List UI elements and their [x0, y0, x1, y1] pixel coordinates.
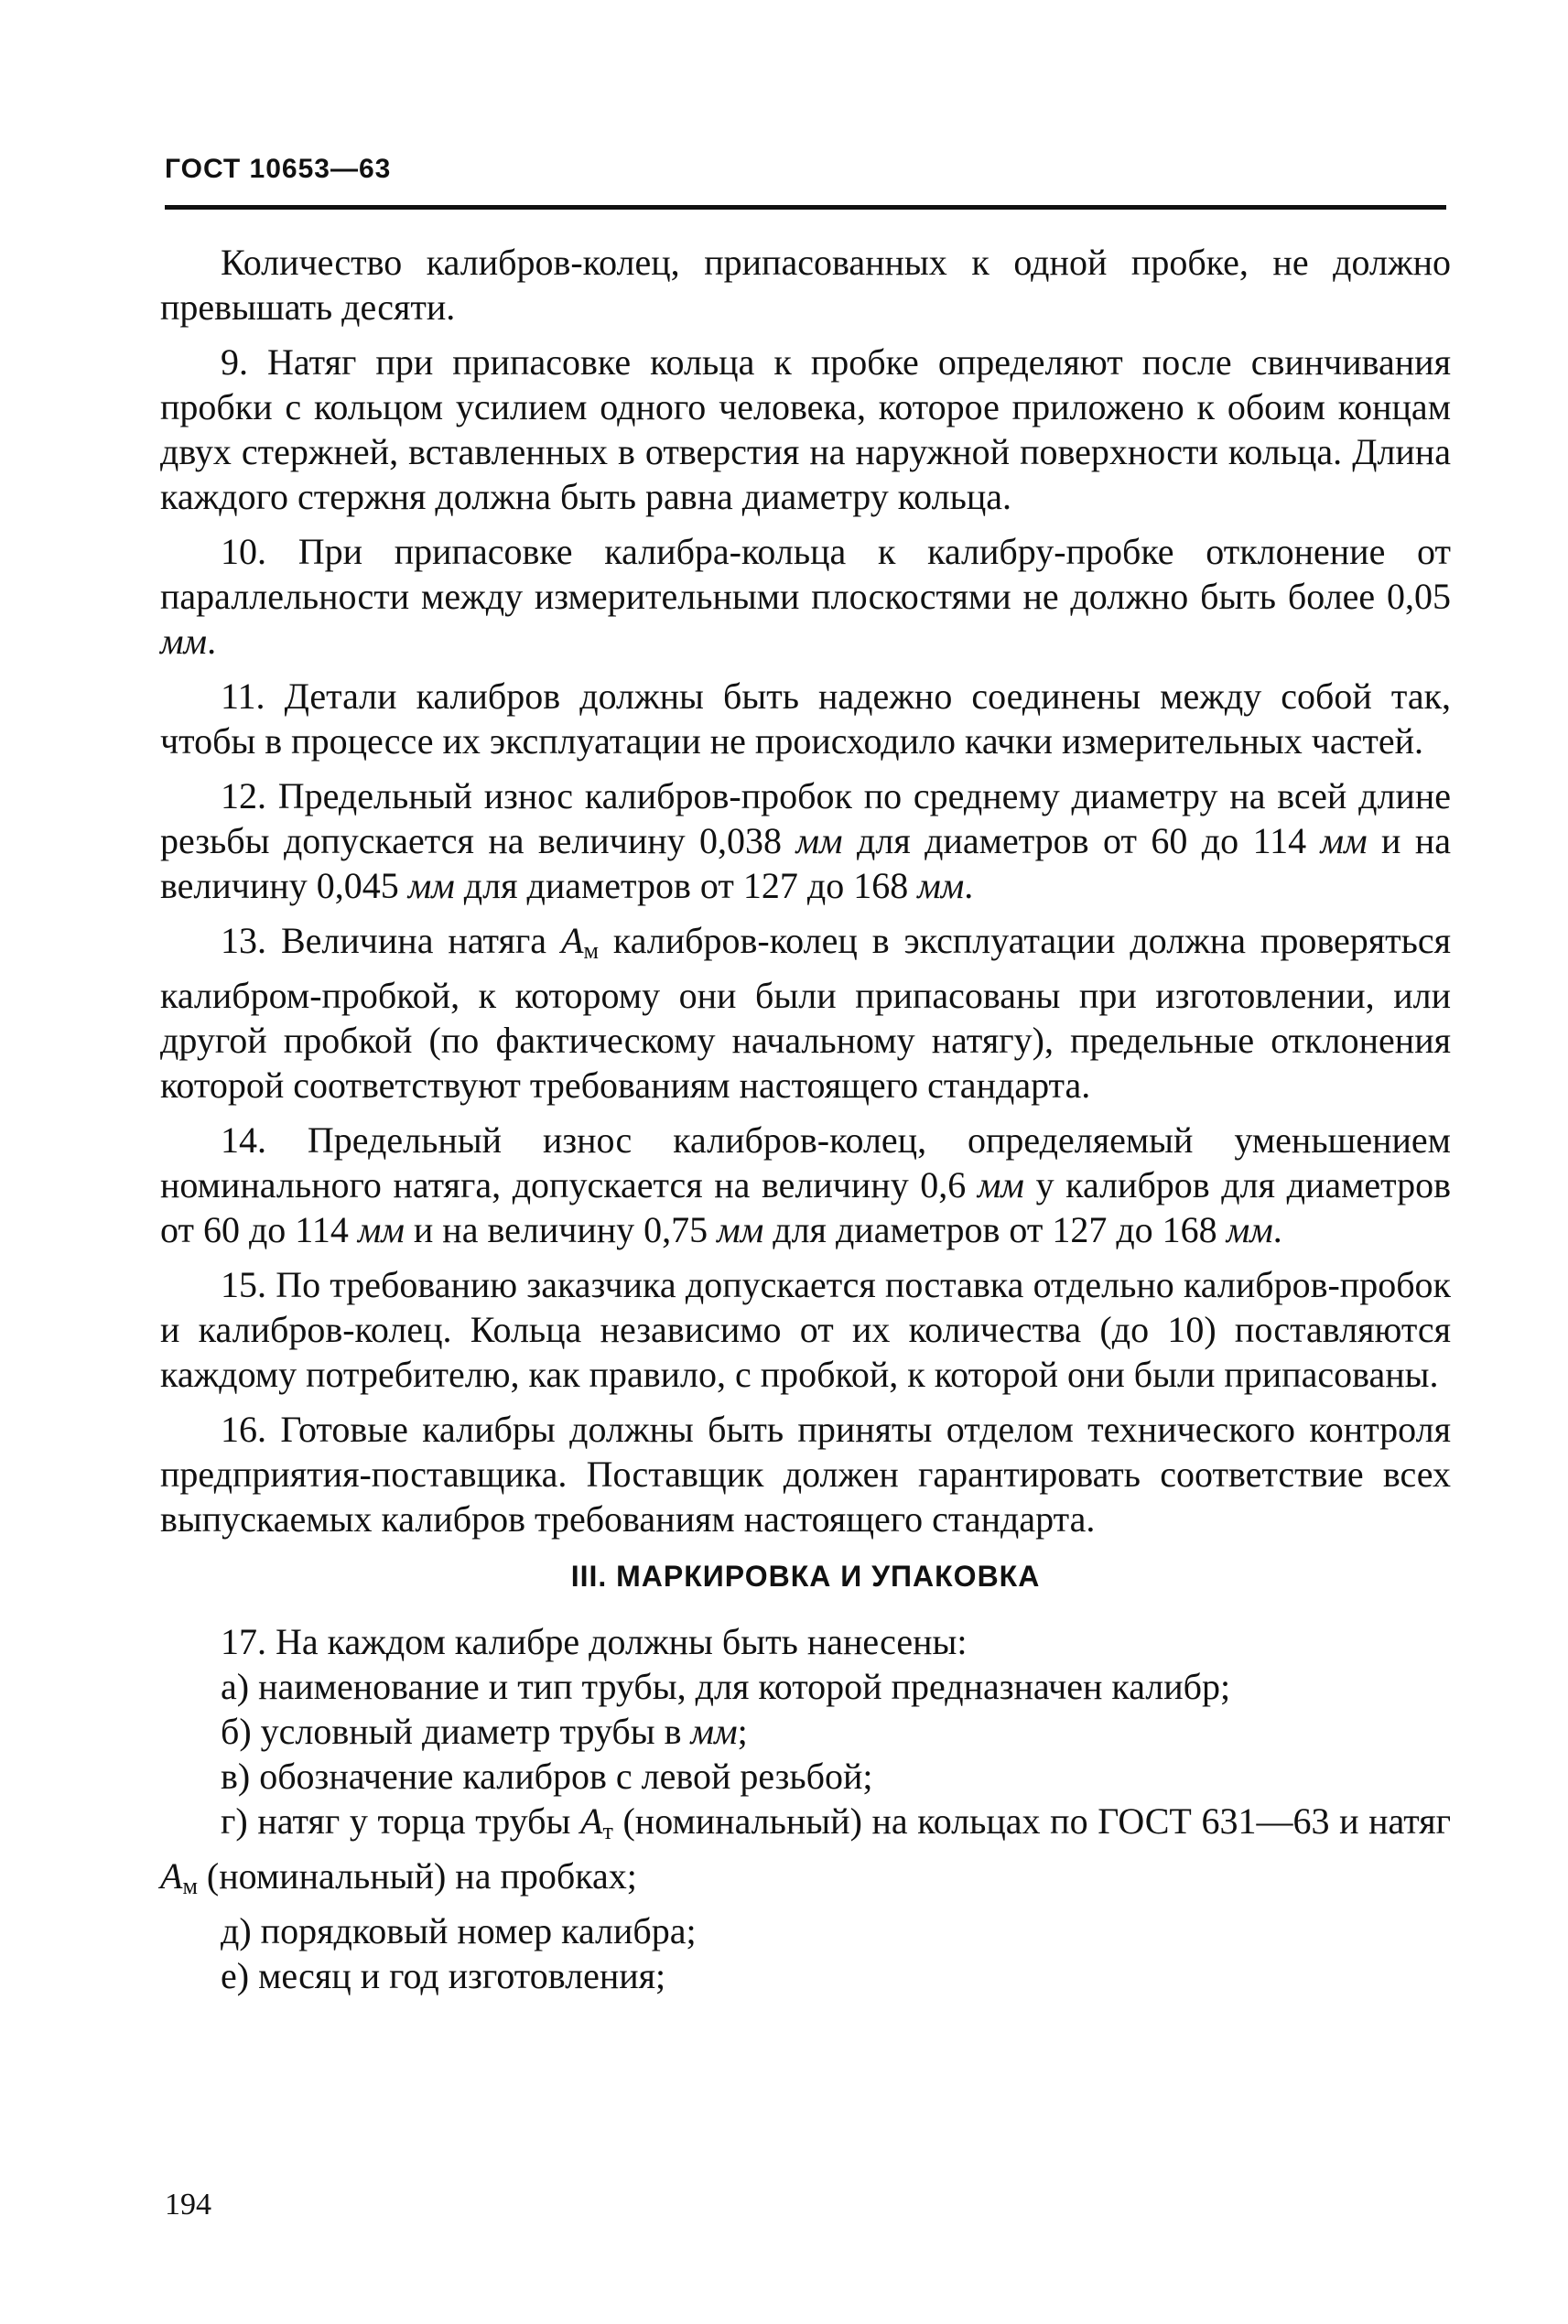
paragraph-12-text-c: и на величину 0,045	[160, 820, 1452, 906]
list-item-b-text: б) условный диаметр трубы в	[221, 1711, 682, 1752]
symbol-letter: A	[561, 920, 584, 961]
paragraph-10	[160, 529, 1451, 664]
paragraph-12-end: .	[964, 865, 974, 906]
symbol-a-m	[160, 1855, 198, 1897]
document-code: ГОСТ 10653—63	[165, 154, 392, 184]
paragraph-14-text-a: 14. Предельный износ калибров-колец, определяемый уменьшением номинального натяга, допускается на величину 0,6	[160, 1119, 1451, 1205]
symbol-letter: A	[580, 1800, 603, 1842]
paragraph-14-text-c: и на величину 0,75	[413, 1209, 708, 1250]
paragraph-15: 15. По требованию заказчика допускается поставка отдельно калибров-пробок и калибров-колец. Кольца независимо от их количества (до 10) поставляются каждому потребителю, как правило, с пробкой, к которой они были припасованы.	[160, 1264, 1451, 1395]
page-number: 194	[165, 2188, 211, 2221]
symbol-letter: A	[160, 1855, 183, 1897]
paragraph-12	[160, 773, 1451, 908]
paragraph-12-text-b: для диаметров от 60 до 114	[857, 820, 1307, 861]
paragraph-10-text: 10. При припасовке калибра-кольца к калибру-пробке отклонение от параллельности между измерительными плоскостями не должно быть более 0,05	[160, 531, 1451, 617]
unit-mm: мм	[795, 820, 843, 861]
unit-mm: мм	[690, 1711, 738, 1752]
list-item-d-text-b: (номинальный) на кольцах по ГОСТ 631—63 и натяг	[622, 1800, 1452, 1842]
paragraph-14-text-b: у калибров для диаметров от 60 до 114	[160, 1164, 1452, 1250]
symbol-a-t	[580, 1800, 613, 1842]
paragraph-17-intro: 17. На каждом калибре должны быть нанесены:	[221, 1621, 968, 1662]
symbol-a-m	[561, 920, 599, 964]
paragraph-12-text-a: 12. Предельный износ калибров-пробок по среднему диаметру на всей длине резьбы допускается на величину 0,038	[160, 775, 1451, 861]
paragraph-10-end: .	[207, 621, 217, 662]
symbol-subscript: м	[583, 937, 599, 964]
unit-mm: мм	[407, 865, 455, 906]
paragraph-14-text-d: для диаметров от 127 до 168	[773, 1209, 1217, 1250]
paragraph-14	[160, 1118, 1451, 1252]
list-item-c: в) обозначение калибров с левой резьбой;	[221, 1756, 873, 1797]
paragraph-13-text-a: 13. Величина натяга	[221, 920, 547, 961]
list-item-d	[160, 1799, 1451, 1908]
unit-mm: мм	[717, 1209, 764, 1250]
paragraph-14-end: .	[1272, 1209, 1282, 1250]
paragraph-13-text-b: калибров-колец в эксплуатации должна проверяться калибром-пробкой, к которому они были припасованы при изготовлении, или другой пробкой (по фактическому начальному натягу), предельные отклонения которой соответствуют требованиям настоящего стандарта.	[160, 920, 1451, 1106]
body-text	[160, 240, 1451, 1998]
unit-mm: мм	[1226, 1209, 1273, 1250]
list-item-b-end: ;	[737, 1711, 748, 1752]
list-item-d-text-a: г) натяг у торца трубы	[221, 1800, 571, 1842]
list-item-f: е) месяц и год изготовления;	[221, 1955, 666, 1996]
symbol-subscript: м	[182, 1873, 198, 1899]
header-rule	[165, 205, 1446, 210]
paragraph-intro: Количество калибров-колец, припасованных к одной пробке, не должно превышать десяти.	[160, 242, 1451, 328]
unit-mm: мм	[160, 621, 208, 662]
unit-mm: мм	[1320, 820, 1368, 861]
paragraph-11: 11. Детали калибров должны быть надежно соединены между собой так, чтобы в процессе их эксплуатации не происходило качки измерительных частей.	[160, 676, 1451, 762]
list-item-e: д) порядковый номер калибра;	[221, 1910, 697, 1951]
symbol-subscript: т	[602, 1818, 613, 1844]
unit-mm: мм	[357, 1209, 405, 1250]
section-heading: III. МАРКИРОВКА И УПАКОВКА	[570, 1560, 1041, 1593]
paragraph-12-text-d: для диаметров от 127 до 168	[463, 865, 909, 906]
unit-mm: мм	[917, 865, 965, 906]
list-item-d-text-c: (номинальный) на пробках;	[206, 1855, 637, 1897]
unit-mm: мм	[977, 1164, 1024, 1205]
list-item-a: а) наименование и тип трубы, для которой предназначен калибр;	[221, 1666, 1231, 1707]
paragraph-16: 16. Готовые калибры должны быть приняты отделом технического контроля предприятия-поставщика. Поставщик должен гарантировать соответствие всех выпускаемых калибров требованиям настоящего стандарта.	[160, 1409, 1451, 1540]
paragraph-9: 9. Натяг при припасовке кольца к пробке определяют после свинчивания пробки с кольцом усилием одного человека, которое приложено к обоим концам двух стержней, вставленных в отверстия на наружной поверхности кольца. Длина каждого стержня должна быть равна диаметру кольца.	[160, 341, 1451, 517]
list-item-b	[160, 1709, 1451, 1754]
paragraph-13	[160, 918, 1451, 1108]
